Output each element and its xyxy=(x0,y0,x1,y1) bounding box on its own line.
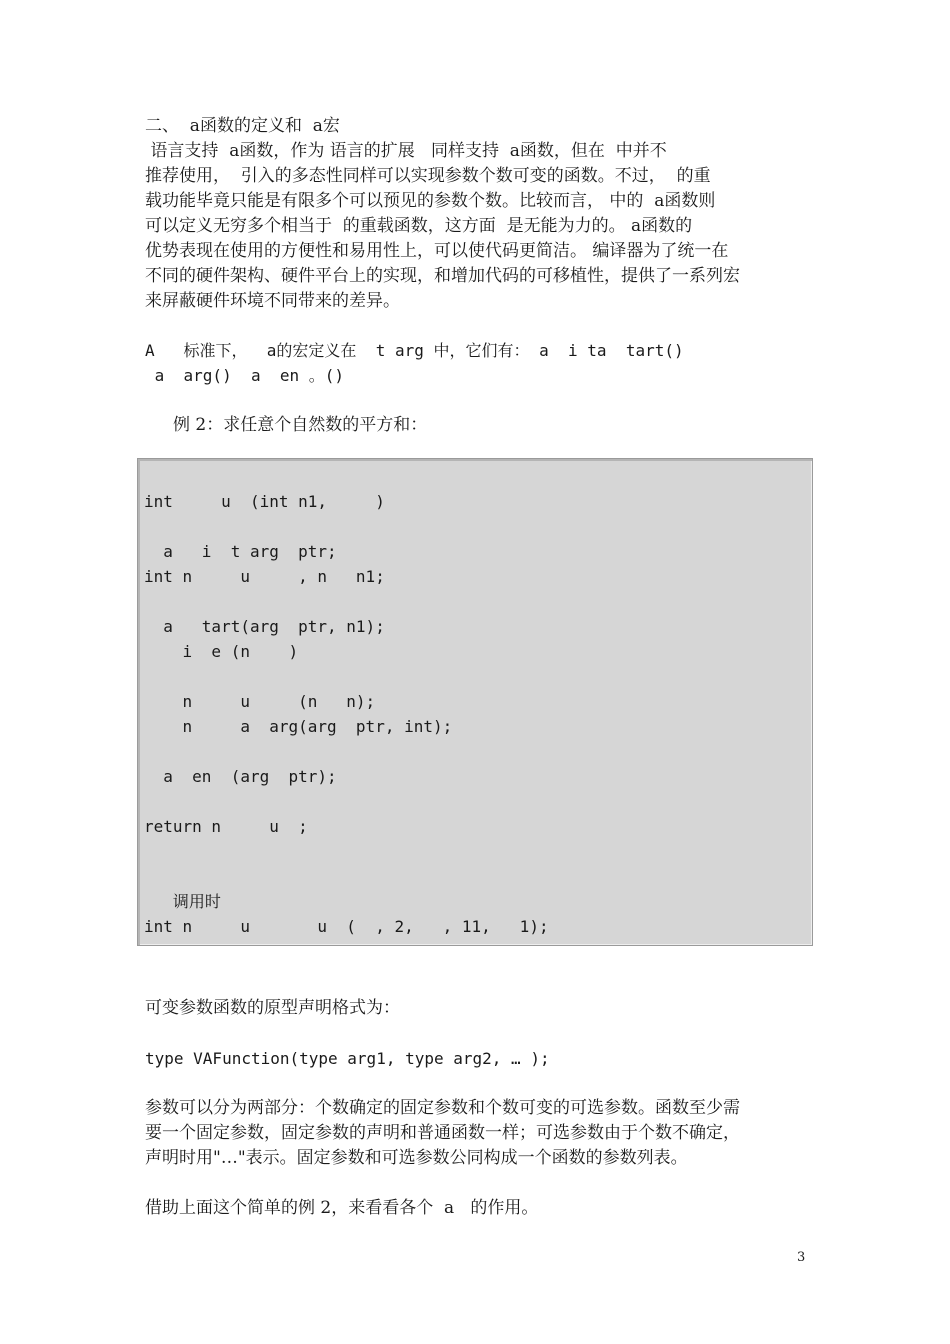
paragraph-line: 可以定义无穷多个相当于 的重载函数，这方面 是无能为力的。 a函数的 xyxy=(145,216,693,236)
paragraph-line: 不同的硬件架构、硬件平台上的实现，和增加代码的可移植性，提供了一系列宏 xyxy=(145,266,740,286)
code-line: a i t arg ptr; xyxy=(144,542,337,561)
code-line: n u (n n); xyxy=(144,692,376,711)
code-line: int n u , n n1; xyxy=(144,567,385,586)
code-line: int n u u ( , 2, , 11, 1); xyxy=(144,917,549,936)
code-line: a tart(arg ptr, n1); xyxy=(144,617,385,636)
code-line: a en (arg ptr); xyxy=(144,767,337,786)
code-line: i e (n ) xyxy=(144,642,299,661)
section-heading: 二、 a函数的定义和 a宏 xyxy=(145,116,340,136)
prototype-intro: 可变参数函数的原型声明格式为： xyxy=(145,998,400,1018)
code-line: return n u ; xyxy=(144,817,308,836)
ansi-macro-line: a arg() a en 。() xyxy=(145,366,345,385)
code-block xyxy=(137,458,813,946)
code-line: 调用时 xyxy=(144,892,221,911)
page-number: 3 xyxy=(797,1250,806,1265)
code-line: n a arg(arg ptr, int); xyxy=(144,717,453,736)
paragraph-line: 来屏蔽硬件环境不同带来的差异。 xyxy=(145,291,400,311)
paragraph-line: 语言支持 a函数，作为 语言的扩展 同样支持 a函数，但在 中并不 xyxy=(145,141,667,161)
ansi-macro-line: A 标准下， a的宏定义在 t arg 中，它们有： a i ta tart() xyxy=(145,341,684,360)
paragraph-line: 声明时用"…"表示。固定参数和可选参数公同构成一个函数的参数列表。 xyxy=(145,1148,688,1168)
closing-line: 借助上面这个简单的例 2，来看看各个 a 的作用。 xyxy=(145,1198,539,1218)
paragraph-line: 要一个固定参数，固定参数的声明和普通函数一样；可选参数由于个数不确定， xyxy=(145,1123,740,1143)
code-line: int u (int n1, ) xyxy=(144,492,385,511)
paragraph-line: 参数可以分为两部分：个数确定的固定参数和个数可变的可选参数。函数至少需 xyxy=(145,1098,740,1118)
paragraph-line: 载功能毕竟只能是有限多个可以预见的参数个数。比较而言， 中的 a函数则 xyxy=(145,191,716,211)
paragraph-line: 推荐使用， 引入的多态性同样可以实现参数个数可变的函数。不过， 的重 xyxy=(145,166,711,186)
example-title: 例 2：求任意个自然数的平方和： xyxy=(173,415,428,435)
prototype-code: type VAFunction(type arg1, type arg2, … ); xyxy=(145,1049,550,1068)
paragraph-line: 优势表现在使用的方便性和易用性上，可以使代码更简洁。 编译器为了统一在 xyxy=(145,241,729,261)
